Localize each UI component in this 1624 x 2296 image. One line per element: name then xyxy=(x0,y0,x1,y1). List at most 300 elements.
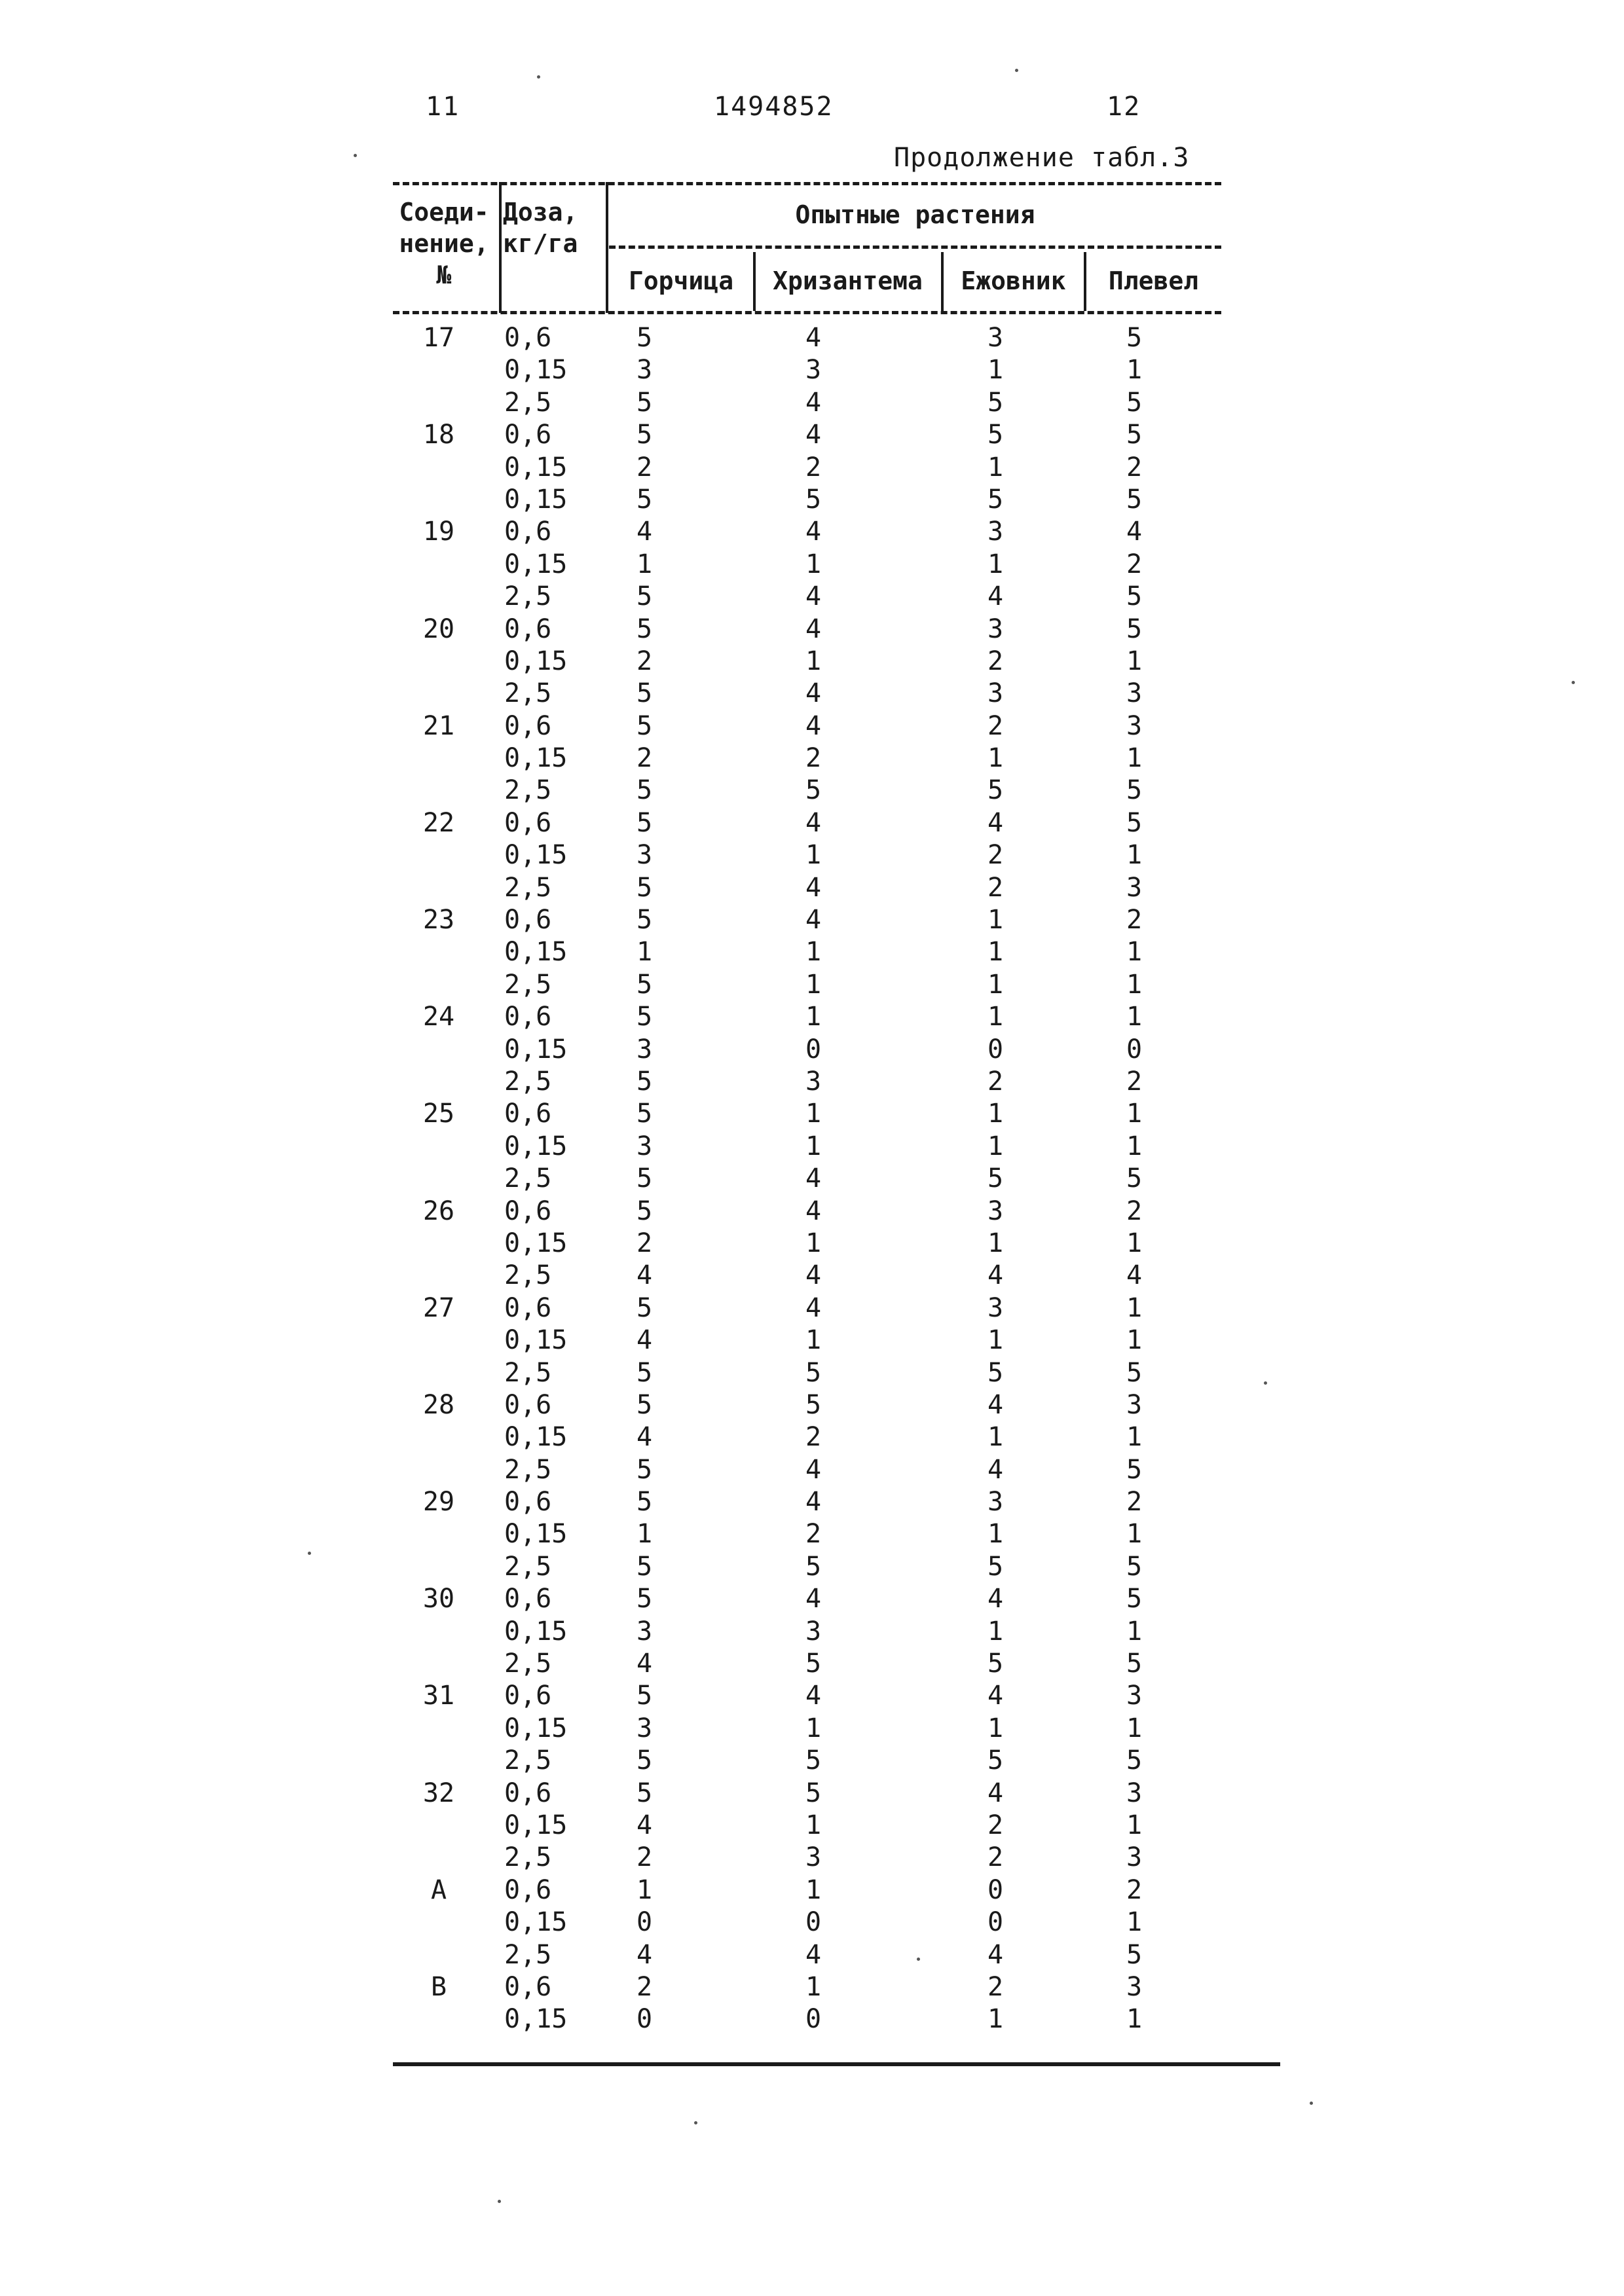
dose-value: 2,5 xyxy=(504,1649,552,1679)
table-row xyxy=(393,322,1244,354)
dose-value: 0,6 xyxy=(504,1971,552,2002)
cocksfoot-value: 3 xyxy=(987,1487,1004,1518)
mustard-value: 5 xyxy=(636,1454,653,1485)
ryegrass-value: 5 xyxy=(1126,323,1143,353)
ryegrass-value: 1 xyxy=(1126,840,1143,871)
mustard-value: 5 xyxy=(636,1745,653,1776)
dose-value: 0,15 xyxy=(504,840,568,871)
mustard-value: 5 xyxy=(636,613,653,644)
scan-speck xyxy=(537,75,540,79)
ryegrass-value: 2 xyxy=(1126,549,1143,579)
header-compound-line3: № xyxy=(436,261,452,289)
chrysanthemum-value: 1 xyxy=(805,1874,822,1905)
chrysanthemum-value: 1 xyxy=(805,1228,822,1258)
table-row xyxy=(393,1745,1244,1777)
ryegrass-value: 5 xyxy=(1126,484,1143,515)
dose-value: 0,15 xyxy=(504,484,568,515)
ryegrass-value: 3 xyxy=(1126,1842,1143,1873)
cocksfoot-value: 3 xyxy=(987,1195,1004,1226)
table-row xyxy=(393,646,1244,678)
table-continuation-label: Продолжение табл.3 xyxy=(894,143,1190,173)
chrysanthemum-value: 2 xyxy=(805,1422,822,1453)
chrysanthemum-value: 3 xyxy=(805,355,822,386)
compound-number: 20 xyxy=(422,613,455,644)
ryegrass-value: 5 xyxy=(1126,613,1143,644)
table-row xyxy=(393,872,1244,904)
header-bottom-rule xyxy=(393,311,1221,314)
header-chrysanthemum: Хризантема xyxy=(773,266,923,295)
chrysanthemum-value: 3 xyxy=(805,1842,822,1873)
chrysanthemum-value: 2 xyxy=(805,743,822,774)
dose-value: 2,5 xyxy=(504,1745,552,1776)
cocksfoot-value: 2 xyxy=(987,710,1004,741)
dose-value: 0,6 xyxy=(504,517,552,547)
mustard-value: 4 xyxy=(636,1260,653,1291)
ryegrass-value: 1 xyxy=(1126,743,1143,774)
dose-value: 0,15 xyxy=(504,452,568,483)
dose-value: 0,15 xyxy=(504,1228,568,1258)
mustard-value: 5 xyxy=(636,1099,653,1129)
mustard-value: 5 xyxy=(636,1292,653,1323)
chrysanthemum-value: 0 xyxy=(805,1907,822,1938)
ryegrass-value: 1 xyxy=(1126,355,1143,386)
table-row xyxy=(393,1906,1244,1939)
dose-value: 2,5 xyxy=(504,775,552,806)
mustard-value: 5 xyxy=(636,969,653,1000)
cocksfoot-value: 1 xyxy=(987,905,1004,936)
header-compound xyxy=(392,196,496,291)
mustard-value: 5 xyxy=(636,1389,653,1420)
ryegrass-value: 1 xyxy=(1126,1131,1143,1161)
cocksfoot-value: 1 xyxy=(987,549,1004,579)
cocksfoot-value: 4 xyxy=(987,1389,1004,1420)
table-row xyxy=(393,1260,1244,1292)
compound-number: 29 xyxy=(422,1487,455,1518)
compound-number: 31 xyxy=(422,1681,455,1711)
table-row xyxy=(393,969,1244,1001)
cocksfoot-value: 1 xyxy=(987,1325,1004,1356)
mustard-value: 5 xyxy=(636,1163,653,1194)
cocksfoot-value: 5 xyxy=(987,1551,1004,1582)
mustard-value: 1 xyxy=(636,1874,653,1905)
chrysanthemum-value: 4 xyxy=(805,1163,822,1194)
dose-value: 0,15 xyxy=(504,1616,568,1647)
table-row xyxy=(393,1324,1244,1357)
table-row xyxy=(393,807,1244,839)
cocksfoot-value: 1 xyxy=(987,1002,1004,1032)
chrysanthemum-value: 4 xyxy=(805,387,822,418)
chrysanthemum-value: 4 xyxy=(805,678,822,709)
compound-number: 27 xyxy=(422,1292,455,1323)
compound-number: A xyxy=(430,1874,447,1905)
cocksfoot-value: 3 xyxy=(987,1292,1004,1323)
table-row xyxy=(393,1777,1244,1810)
cocksfoot-value: 5 xyxy=(987,387,1004,418)
cocksfoot-value: 2 xyxy=(987,646,1004,676)
dose-value: 0,6 xyxy=(504,1292,552,1323)
cocksfoot-value: 4 xyxy=(987,1260,1004,1291)
page-number-right: 12 xyxy=(1107,92,1141,122)
compound-number: 25 xyxy=(422,1099,455,1129)
dose-value: 0,6 xyxy=(504,323,552,353)
table-row xyxy=(393,1389,1244,1421)
mustard-value: 5 xyxy=(636,1357,653,1388)
cocksfoot-value: 4 xyxy=(987,1777,1004,1808)
dose-value: 2,5 xyxy=(504,1066,552,1097)
header-ryegrass: Плевел xyxy=(1108,266,1199,295)
ryegrass-value: 1 xyxy=(1126,1099,1143,1129)
ryegrass-value: 2 xyxy=(1126,1487,1143,1518)
header-cocksfoot: Ежовник xyxy=(961,266,1066,295)
ryegrass-value: 5 xyxy=(1126,581,1143,612)
cocksfoot-value: 5 xyxy=(987,775,1004,806)
dose-value: 0,15 xyxy=(504,1907,568,1938)
cocksfoot-value: 1 xyxy=(987,1422,1004,1453)
chrysanthemum-value: 4 xyxy=(805,1681,822,1711)
dose-value: 0,15 xyxy=(504,1034,568,1065)
table-row xyxy=(393,1939,1244,1971)
table-row xyxy=(393,1713,1244,1745)
table-row xyxy=(393,1421,1244,1453)
mustard-value: 4 xyxy=(636,1649,653,1679)
table-row xyxy=(393,354,1244,386)
cocksfoot-value: 1 xyxy=(987,2004,1004,2035)
ryegrass-value: 1 xyxy=(1126,1292,1143,1323)
ryegrass-value: 5 xyxy=(1126,1649,1143,1679)
dose-value: 0,15 xyxy=(504,1519,568,1550)
ryegrass-value: 1 xyxy=(1126,1519,1143,1550)
dose-value: 0,6 xyxy=(504,1584,552,1614)
ryegrass-value: 5 xyxy=(1126,1551,1143,1582)
cocksfoot-value: 1 xyxy=(987,1099,1004,1129)
ryegrass-value: 5 xyxy=(1126,420,1143,450)
chrysanthemum-value: 1 xyxy=(805,646,822,676)
table-bottom-rule xyxy=(393,2062,1280,2066)
compound-number: 28 xyxy=(422,1389,455,1420)
table-row xyxy=(393,581,1244,613)
dose-value: 0,6 xyxy=(504,1099,552,1129)
table-row xyxy=(393,1518,1244,1550)
table-row xyxy=(393,1648,1244,1680)
table-row xyxy=(393,1810,1244,1842)
table-row xyxy=(393,678,1244,710)
cocksfoot-value: 1 xyxy=(987,1228,1004,1258)
table-row xyxy=(393,839,1244,871)
ryegrass-value: 2 xyxy=(1126,452,1143,483)
dose-value: 0,6 xyxy=(504,1874,552,1905)
cocksfoot-value: 1 xyxy=(987,1131,1004,1161)
mustard-value: 5 xyxy=(636,1681,653,1711)
dose-value: 2,5 xyxy=(504,1163,552,1194)
chrysanthemum-value: 5 xyxy=(805,1777,822,1808)
mustard-value: 3 xyxy=(636,1713,653,1743)
ryegrass-value: 2 xyxy=(1126,905,1143,936)
cocksfoot-value: 4 xyxy=(987,1584,1004,1614)
table-row xyxy=(393,1551,1244,1583)
ryegrass-value: 5 xyxy=(1126,1357,1143,1388)
ryegrass-value: 3 xyxy=(1126,1389,1143,1420)
chrysanthemum-value: 4 xyxy=(805,1939,822,1970)
chrysanthemum-value: 4 xyxy=(805,581,822,612)
ryegrass-value: 1 xyxy=(1126,1907,1143,1938)
chrysanthemum-value: 5 xyxy=(805,775,822,806)
cocksfoot-value: 3 xyxy=(987,323,1004,353)
cocksfoot-value: 0 xyxy=(987,1034,1004,1065)
ryegrass-value: 2 xyxy=(1126,1195,1143,1226)
compound-number: 30 xyxy=(422,1584,455,1614)
chrysanthemum-value: 3 xyxy=(805,1066,822,1097)
scan-speck xyxy=(917,1958,920,1961)
dose-value: 2,5 xyxy=(504,1551,552,1582)
group-header-rule xyxy=(609,246,1221,249)
mustard-value: 4 xyxy=(636,1810,653,1840)
dose-value: 0,6 xyxy=(504,1681,552,1711)
ryegrass-value: 3 xyxy=(1126,710,1143,741)
table-row xyxy=(393,1066,1244,1098)
dose-value: 0,15 xyxy=(504,2004,568,2035)
cocksfoot-value: 5 xyxy=(987,1163,1004,1194)
ryegrass-value: 1 xyxy=(1126,1810,1143,1840)
scan-speck xyxy=(498,2200,501,2203)
cocksfoot-value: 1 xyxy=(987,937,1004,968)
dose-value: 0,6 xyxy=(504,1777,552,1808)
dose-value: 0,6 xyxy=(504,1002,552,1032)
ryegrass-value: 3 xyxy=(1126,1777,1143,1808)
mustard-value: 4 xyxy=(636,1939,653,1970)
dose-value: 2,5 xyxy=(504,872,552,903)
chrysanthemum-value: 4 xyxy=(805,323,822,353)
ryegrass-value: 5 xyxy=(1126,1745,1143,1776)
mustard-value: 0 xyxy=(636,1907,653,1938)
compound-number: 17 xyxy=(422,323,455,353)
dose-value: 0,6 xyxy=(504,905,552,936)
mustard-value: 4 xyxy=(636,1422,653,1453)
chrysanthemum-value: 2 xyxy=(805,452,822,483)
cocksfoot-value: 3 xyxy=(987,678,1004,709)
ryegrass-value: 0 xyxy=(1126,1034,1143,1065)
chrysanthemum-value: 4 xyxy=(805,517,822,547)
compound-number: 21 xyxy=(422,710,455,741)
table-row xyxy=(393,1874,1244,1906)
dose-value: 0,15 xyxy=(504,1422,568,1453)
chrysanthemum-value: 1 xyxy=(805,1131,822,1161)
ryegrass-value: 1 xyxy=(1126,969,1143,1000)
cocksfoot-value: 2 xyxy=(987,840,1004,871)
table-row xyxy=(393,904,1244,936)
col-divider-compound xyxy=(499,182,502,313)
mustard-value: 5 xyxy=(636,807,653,838)
header-plants-group: Опытные растения xyxy=(795,200,1035,229)
cocksfoot-value: 3 xyxy=(987,517,1004,547)
table-row xyxy=(393,1098,1244,1130)
mustard-value: 5 xyxy=(636,1487,653,1518)
ryegrass-value: 5 xyxy=(1126,1163,1143,1194)
chrysanthemum-value: 5 xyxy=(805,1357,822,1388)
ryegrass-value: 3 xyxy=(1126,1681,1143,1711)
table-row xyxy=(393,774,1244,807)
table-row xyxy=(393,613,1244,646)
ryegrass-value: 1 xyxy=(1126,1713,1143,1743)
header-dose-line1: Доза, xyxy=(503,198,578,227)
mustard-value: 5 xyxy=(636,710,653,741)
dose-value: 0,6 xyxy=(504,1195,552,1226)
dose-value: 0,15 xyxy=(504,1713,568,1743)
chrysanthemum-value: 0 xyxy=(805,2004,822,2035)
mustard-value: 5 xyxy=(636,1195,653,1226)
compound-number: B xyxy=(430,1971,447,2002)
chrysanthemum-value: 4 xyxy=(805,420,822,450)
table-row xyxy=(393,1163,1244,1195)
cocksfoot-value: 1 xyxy=(987,1519,1004,1550)
dose-value: 0,6 xyxy=(504,613,552,644)
scan-speck xyxy=(354,154,357,157)
ryegrass-value: 5 xyxy=(1126,1454,1143,1485)
dose-value: 0,15 xyxy=(504,937,568,968)
cocksfoot-value: 4 xyxy=(987,807,1004,838)
mustard-value: 5 xyxy=(636,1551,653,1582)
mustard-value: 5 xyxy=(636,420,653,450)
dose-value: 2,5 xyxy=(504,581,552,612)
dose-value: 2,5 xyxy=(504,678,552,709)
chrysanthemum-value: 3 xyxy=(805,1616,822,1647)
mustard-value: 5 xyxy=(636,387,653,418)
mustard-value: 5 xyxy=(636,775,653,806)
chrysanthemum-value: 0 xyxy=(805,1034,822,1065)
chrysanthemum-value: 1 xyxy=(805,1810,822,1840)
cocksfoot-value: 1 xyxy=(987,743,1004,774)
ryegrass-value: 1 xyxy=(1126,937,1143,968)
patent-number: 1494852 xyxy=(714,92,834,122)
dose-value: 2,5 xyxy=(504,1842,552,1873)
ryegrass-value: 3 xyxy=(1126,872,1143,903)
chrysanthemum-value: 5 xyxy=(805,1551,822,1582)
chrysanthemum-value: 1 xyxy=(805,1325,822,1356)
mustard-value: 2 xyxy=(636,1228,653,1258)
mustard-value: 5 xyxy=(636,1002,653,1032)
dose-value: 2,5 xyxy=(504,1357,552,1388)
ryegrass-value: 1 xyxy=(1126,1325,1143,1356)
chrysanthemum-value: 4 xyxy=(805,613,822,644)
compound-number: 22 xyxy=(422,807,455,838)
table-row xyxy=(393,387,1244,419)
cocksfoot-value: 1 xyxy=(987,1616,1004,1647)
dose-value: 0,6 xyxy=(504,420,552,450)
chrysanthemum-value: 4 xyxy=(805,710,822,741)
compound-number: 19 xyxy=(422,517,455,547)
ryegrass-value: 5 xyxy=(1126,775,1143,806)
cocksfoot-value: 5 xyxy=(987,1745,1004,1776)
dose-value: 0,15 xyxy=(504,549,568,579)
dose-value: 2,5 xyxy=(504,1454,552,1485)
table-row xyxy=(393,1131,1244,1163)
mustard-value: 3 xyxy=(636,1034,653,1065)
chrysanthemum-value: 1 xyxy=(805,937,822,968)
page-number-left: 11 xyxy=(426,92,460,122)
table-row xyxy=(393,1357,1244,1389)
cocksfoot-value: 4 xyxy=(987,581,1004,612)
cocksfoot-value: 2 xyxy=(987,872,1004,903)
compound-number: 32 xyxy=(422,1777,455,1808)
cocksfoot-value: 2 xyxy=(987,1810,1004,1840)
table-row xyxy=(393,710,1244,742)
dose-value: 0,15 xyxy=(504,1325,568,1356)
chrysanthemum-value: 4 xyxy=(805,1584,822,1614)
ryegrass-value: 1 xyxy=(1126,1616,1143,1647)
mustard-value: 2 xyxy=(636,1971,653,2002)
chrysanthemum-value: 5 xyxy=(805,1745,822,1776)
cocksfoot-value: 3 xyxy=(987,613,1004,644)
compound-number: 24 xyxy=(422,1002,455,1032)
chrysanthemum-value: 1 xyxy=(805,1713,822,1743)
mustard-value: 5 xyxy=(636,1066,653,1097)
table-row xyxy=(393,516,1244,548)
table-top-rule xyxy=(393,182,1221,185)
scan-speck xyxy=(308,1552,311,1555)
dose-value: 0,15 xyxy=(504,1810,568,1840)
scan-speck xyxy=(1264,1381,1267,1385)
table-row xyxy=(393,936,1244,968)
mustard-value: 5 xyxy=(636,872,653,903)
cocksfoot-value: 0 xyxy=(987,1907,1004,1938)
cocksfoot-value: 0 xyxy=(987,1874,1004,1905)
table-row xyxy=(393,1680,1244,1712)
cocksfoot-value: 2 xyxy=(987,1971,1004,2002)
cocksfoot-value: 4 xyxy=(987,1454,1004,1485)
cocksfoot-value: 1 xyxy=(987,969,1004,1000)
scan-speck xyxy=(1572,681,1575,684)
ryegrass-value: 1 xyxy=(1126,1422,1143,1453)
dose-value: 0,15 xyxy=(504,743,568,774)
chrysanthemum-value: 4 xyxy=(805,807,822,838)
mustard-value: 1 xyxy=(636,1519,653,1550)
ryegrass-value: 5 xyxy=(1126,807,1143,838)
chrysanthemum-value: 4 xyxy=(805,905,822,936)
chrysanthemum-value: 2 xyxy=(805,1519,822,1550)
table-row xyxy=(393,1583,1244,1615)
table-row xyxy=(393,742,1244,774)
mustard-value: 5 xyxy=(636,323,653,353)
cocksfoot-value: 5 xyxy=(987,420,1004,450)
mustard-value: 2 xyxy=(636,452,653,483)
table-row xyxy=(393,1454,1244,1486)
chrysanthemum-value: 4 xyxy=(805,1292,822,1323)
cocksfoot-value: 2 xyxy=(987,1066,1004,1097)
table-row xyxy=(393,2003,1244,2035)
header-mustard: Горчица xyxy=(628,266,734,295)
mustard-value: 1 xyxy=(636,937,653,968)
ryegrass-value: 2 xyxy=(1126,1874,1143,1905)
ryegrass-value: 4 xyxy=(1126,517,1143,547)
dose-value: 2,5 xyxy=(504,1939,552,1970)
mustard-value: 5 xyxy=(636,581,653,612)
mustard-value: 3 xyxy=(636,1131,653,1161)
chrysanthemum-value: 4 xyxy=(805,1454,822,1485)
chrysanthemum-value: 1 xyxy=(805,969,822,1000)
header-compound-line1: Соеди- xyxy=(399,198,489,227)
table-body xyxy=(393,322,1244,2036)
col-divider-dose xyxy=(606,182,608,313)
compound-number: 26 xyxy=(422,1195,455,1226)
cocksfoot-value: 2 xyxy=(987,1842,1004,1873)
chrysanthemum-value: 4 xyxy=(805,1195,822,1226)
chrysanthemum-value: 5 xyxy=(805,484,822,515)
dose-value: 0,6 xyxy=(504,1487,552,1518)
cocksfoot-value: 5 xyxy=(987,1649,1004,1679)
cocksfoot-value: 1 xyxy=(987,355,1004,386)
mustard-value: 2 xyxy=(636,743,653,774)
mustard-value: 3 xyxy=(636,355,653,386)
chrysanthemum-value: 1 xyxy=(805,1971,822,2002)
